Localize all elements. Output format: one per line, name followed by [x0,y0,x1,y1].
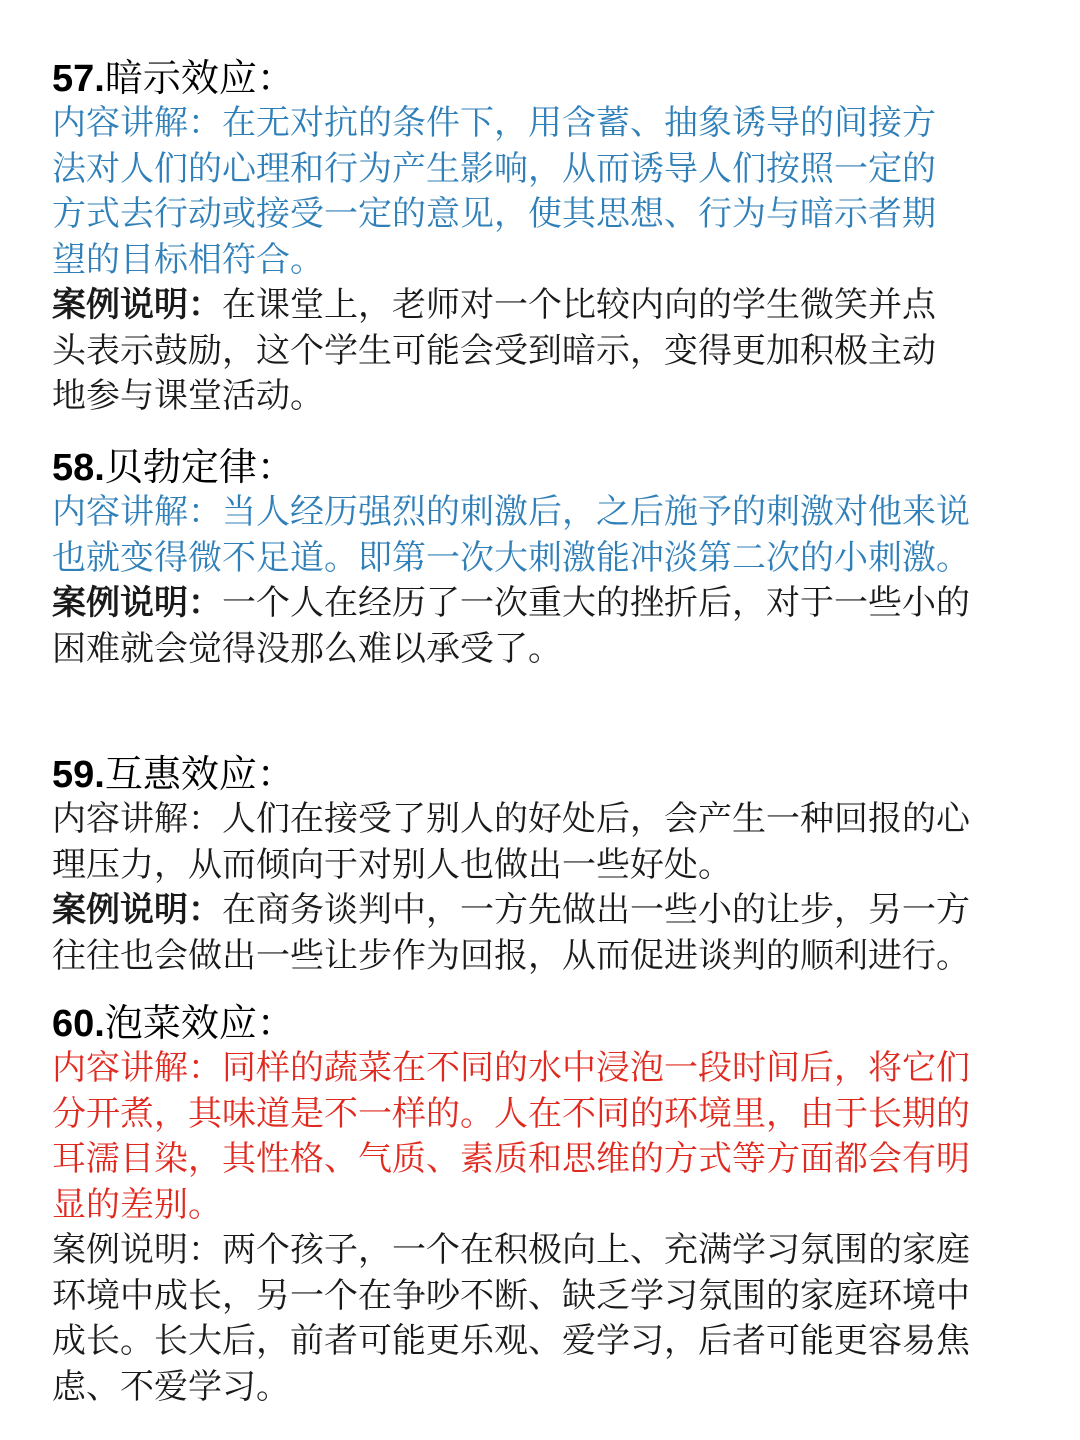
case-line: 案例说明：在课堂上，老师对一个比较内向的学生微笑并点 [52,285,936,325]
entry-heading [52,55,1037,101]
entry-58 [52,444,1037,672]
entry-60 [52,1000,1037,1410]
entry-number: 57. [52,58,105,100]
entry-title: 泡菜效应： [104,1001,295,1045]
entry-heading [52,751,1037,797]
case-label: 案例说明： [52,285,222,325]
entry-title: 暗示效应： [104,56,295,100]
content-line: 耳濡目染，其性格、气质、素质和思维的方式等方面都会有明 [52,1139,970,1179]
case-line: 环境中成长，另一个在争吵不断、缺乏学习氛围的家庭环境中 [52,1275,970,1316]
content-line: 内容讲解：当人经历强烈的刺激后，之后施予的刺激对他来说 [52,492,970,532]
case-label: 案例说明： [52,890,222,930]
content-line: 方式去行动或接受一定的意见，使其思想、行为与暗示者期 [52,194,936,234]
entry-heading [52,444,1037,490]
case-example [52,581,1037,672]
content-line: 内容讲解：人们在接受了别人的好处后，会产生一种回报的心 [52,799,970,839]
content-line: 内容讲解：在无对抗的条件下，用含蓄、抽象诱导的间接方 [52,103,936,143]
entry-heading [52,1000,1037,1046]
content-line: 分开煮，其味道是不一样的。人在不同的环境里，由于长期的 [52,1093,970,1134]
case-line: 困难就会觉得没那么难以承受了。 [52,628,562,669]
case-line: 案例说明：在商务谈判中，一方先做出一些小的让步，另一方 [52,890,970,930]
content-line: 也就变得微不足道。即第一次大刺激能冲淡第二次的小刺激。 [52,537,970,578]
entry-57 [52,55,1037,420]
content-line: 理压力，从而倾向于对别人也做出一些好处。 [52,844,732,885]
entry-number: 58. [52,447,105,489]
content-line: 望的目标相符合。 [52,239,324,280]
content-explanation [52,1046,1037,1228]
content-line: 显的差别。 [52,1184,222,1225]
case-line: 往往也会做出一些让步作为回报，从而促进谈判的顺利进行。 [52,935,970,976]
entry-title: 互惠效应： [104,752,295,796]
case-example [52,1228,1037,1410]
entry-number: 59. [52,754,105,796]
case-line: 头表示鼓励，这个学生可能会受到暗示，变得更加积极主动 [52,330,936,371]
content-label: 内容讲解： [52,492,222,532]
content-label: 内容讲解： [52,799,222,839]
content-explanation [52,101,1037,283]
case-label: 案例说明： [52,1230,222,1270]
content-explanation [52,490,1037,581]
content-label: 内容讲解： [52,103,222,143]
content-line: 内容讲解：同样的蔬菜在不同的水中浸泡一段时间后，将它们 [52,1048,970,1088]
entry-title: 贝勃定律： [104,445,295,489]
content-explanation [52,797,1037,888]
case-label: 案例说明： [52,583,222,623]
entry-59 [52,751,1037,979]
case-example [52,283,1037,420]
content-label: 内容讲解： [52,1048,222,1088]
entry-number: 60. [52,1003,105,1045]
case-line: 成长。长大后，前者可能更乐观、爱学习，后者可能更容易焦 [52,1321,970,1361]
content-line: 法对人们的心理和行为产生影响，从而诱导人们按照一定的 [52,148,936,189]
case-example [52,888,1037,979]
case-line: 虑、不爱学习。 [52,1366,290,1407]
case-line: 案例说明：一个人在经历了一次重大的挫折后，对于一些小的 [52,583,970,623]
case-line: 案例说明：两个孩子，一个在积极向上、充满学习氛围的家庭 [52,1230,970,1270]
case-line: 地参与课堂活动。 [52,376,324,416]
